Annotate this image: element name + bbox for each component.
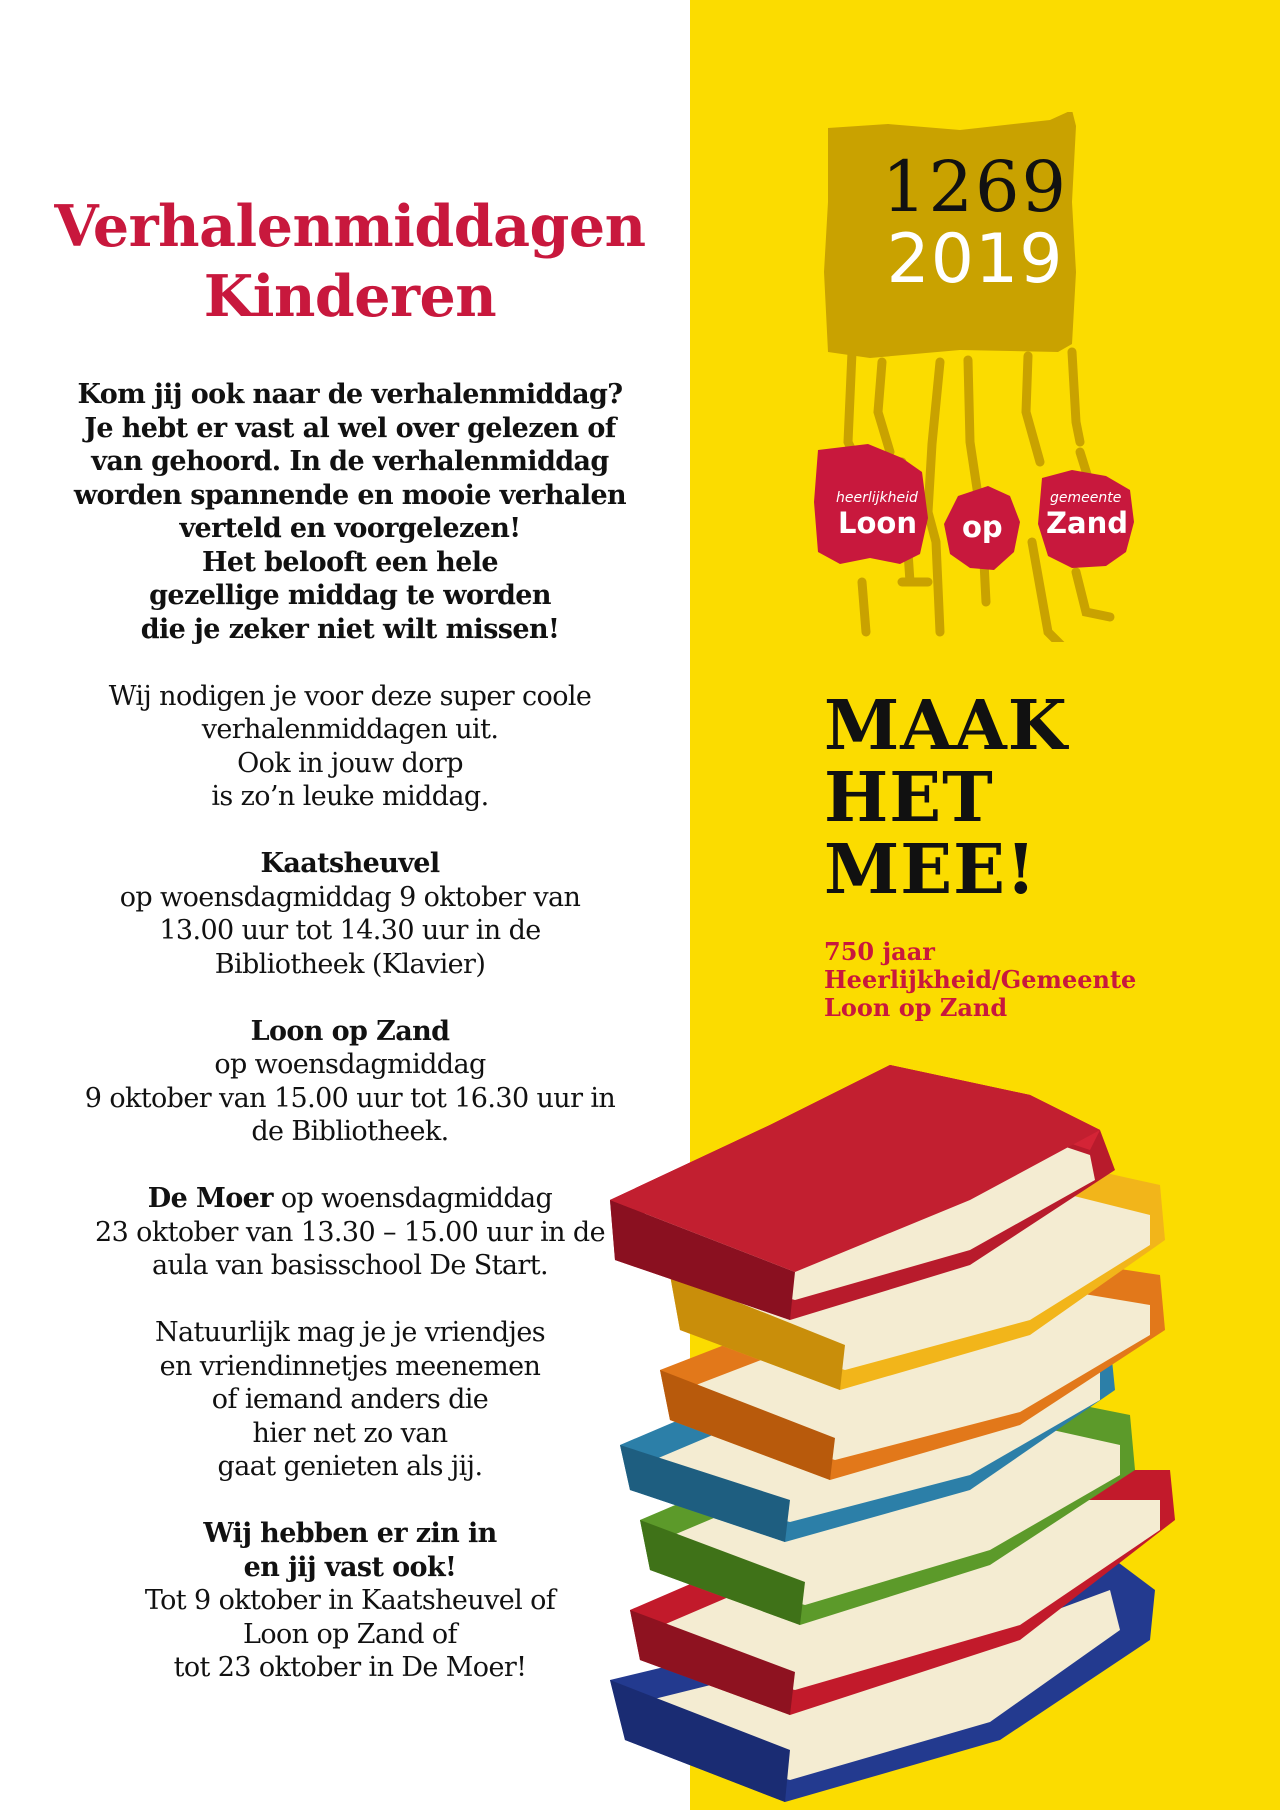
location-line: op woensdagmiddag (214, 1049, 486, 1080)
location-line: de Bibliotheek. (251, 1116, 449, 1147)
friends-line: en vriendinnetjes meenemen (159, 1350, 541, 1382)
book-stack-illustration (590, 1050, 1280, 1810)
title-line-1: Verhalenmiddagen (54, 193, 646, 260)
intro-line: verteld en voorgelezen! (179, 513, 521, 544)
loon-block (40, 1015, 660, 1149)
friends-line: gaat genieten als jij. (217, 1451, 483, 1482)
closing-bold-line: Wij hebben er zin in (203, 1518, 497, 1549)
invite-block (40, 680, 660, 814)
invite-line: is zo’n leuke middag. (211, 781, 489, 812)
location-line: 23 oktober van 13.30 – 15.00 uur in de (95, 1216, 605, 1248)
invite-line: Ook in jouw dorp (237, 747, 463, 779)
intro-line: die je zeker niet wilt missen! (140, 613, 560, 645)
friends-line: hier net zo van (252, 1417, 448, 1449)
slogan-line: HET (824, 758, 994, 838)
anniversary-line: Heerlijkheid/Gemeente (824, 965, 1137, 994)
friends-block (40, 1316, 660, 1484)
location-line: op woensdagmiddag 9 oktober van (119, 881, 581, 913)
page-title (40, 192, 660, 332)
title-line-2: Kinderen (203, 263, 497, 330)
intro-line: van gehoord. In de verhalenmiddag (91, 446, 609, 477)
location-name: De Moer (147, 1183, 273, 1214)
closing-line: Loon op Zand of (243, 1618, 457, 1650)
location-line: aula van basisschool De Start. (152, 1250, 548, 1281)
anniversary-line: Loon op Zand (824, 993, 1008, 1022)
location-first-rest: op woensdagmiddag (272, 1183, 553, 1214)
logo-zand-label: Zand (1046, 506, 1129, 540)
logo-year-1269: 1269 (881, 146, 1069, 228)
friends-line: Natuurlijk mag je je vriendjes (155, 1317, 545, 1348)
anniversary-caption (824, 938, 1136, 1022)
invite-line: Wij nodigen je voor deze super coole (108, 680, 592, 712)
location-line: 13.00 uur tot 14.30 uur in de (159, 915, 541, 946)
intro-line: worden spannende en mooie verhalen (73, 479, 627, 511)
intro-line: gezellige middag te worden (149, 580, 551, 611)
location-line: 9 oktober van 15.00 uur tot 16.30 uur in (84, 1082, 616, 1114)
invite-line: verhalenmiddagen uit. (201, 714, 499, 745)
closing-line: Tot 9 oktober in Kaatsheuvel of (144, 1585, 556, 1616)
location-first-line (40, 1182, 660, 1216)
closing-block (40, 1517, 660, 1685)
location-name: Loon op Zand (250, 1015, 450, 1047)
slogan-line: MAAK (824, 686, 1068, 766)
slogan (824, 686, 1068, 910)
closing-line: tot 23 oktober in De Moer! (173, 1652, 527, 1683)
closing-bold-line: en jij vast ook! (243, 1551, 457, 1583)
intro-line: Je hebt er vast al wel over gelezen of (84, 412, 616, 444)
anniversary-logo (810, 112, 1140, 642)
logo-heerlijkheid-label: heerlijkheid (836, 490, 918, 506)
body-text (40, 378, 660, 1685)
logo-gemeente-label: gemeente (1050, 490, 1122, 506)
moer-block (40, 1182, 660, 1283)
intro-line: Het belooft een hele (201, 546, 498, 578)
location-line: Bibliotheek (Klavier) (214, 948, 486, 980)
kaatsheuvel-block (40, 847, 660, 981)
logo-op-label: op (962, 510, 1003, 544)
logo-loon-label: Loon (838, 506, 917, 540)
friends-line: of iemand anders die (211, 1384, 489, 1415)
logo-year-2019: 2019 (886, 220, 1064, 299)
anniversary-line: 750 jaar (824, 937, 935, 966)
location-name: Kaatsheuvel (260, 848, 440, 879)
slogan-line: MEE! (824, 830, 1037, 910)
intro-block (40, 378, 660, 646)
intro-line: Kom jij ook naar de verhalenmiddag? (77, 379, 623, 410)
